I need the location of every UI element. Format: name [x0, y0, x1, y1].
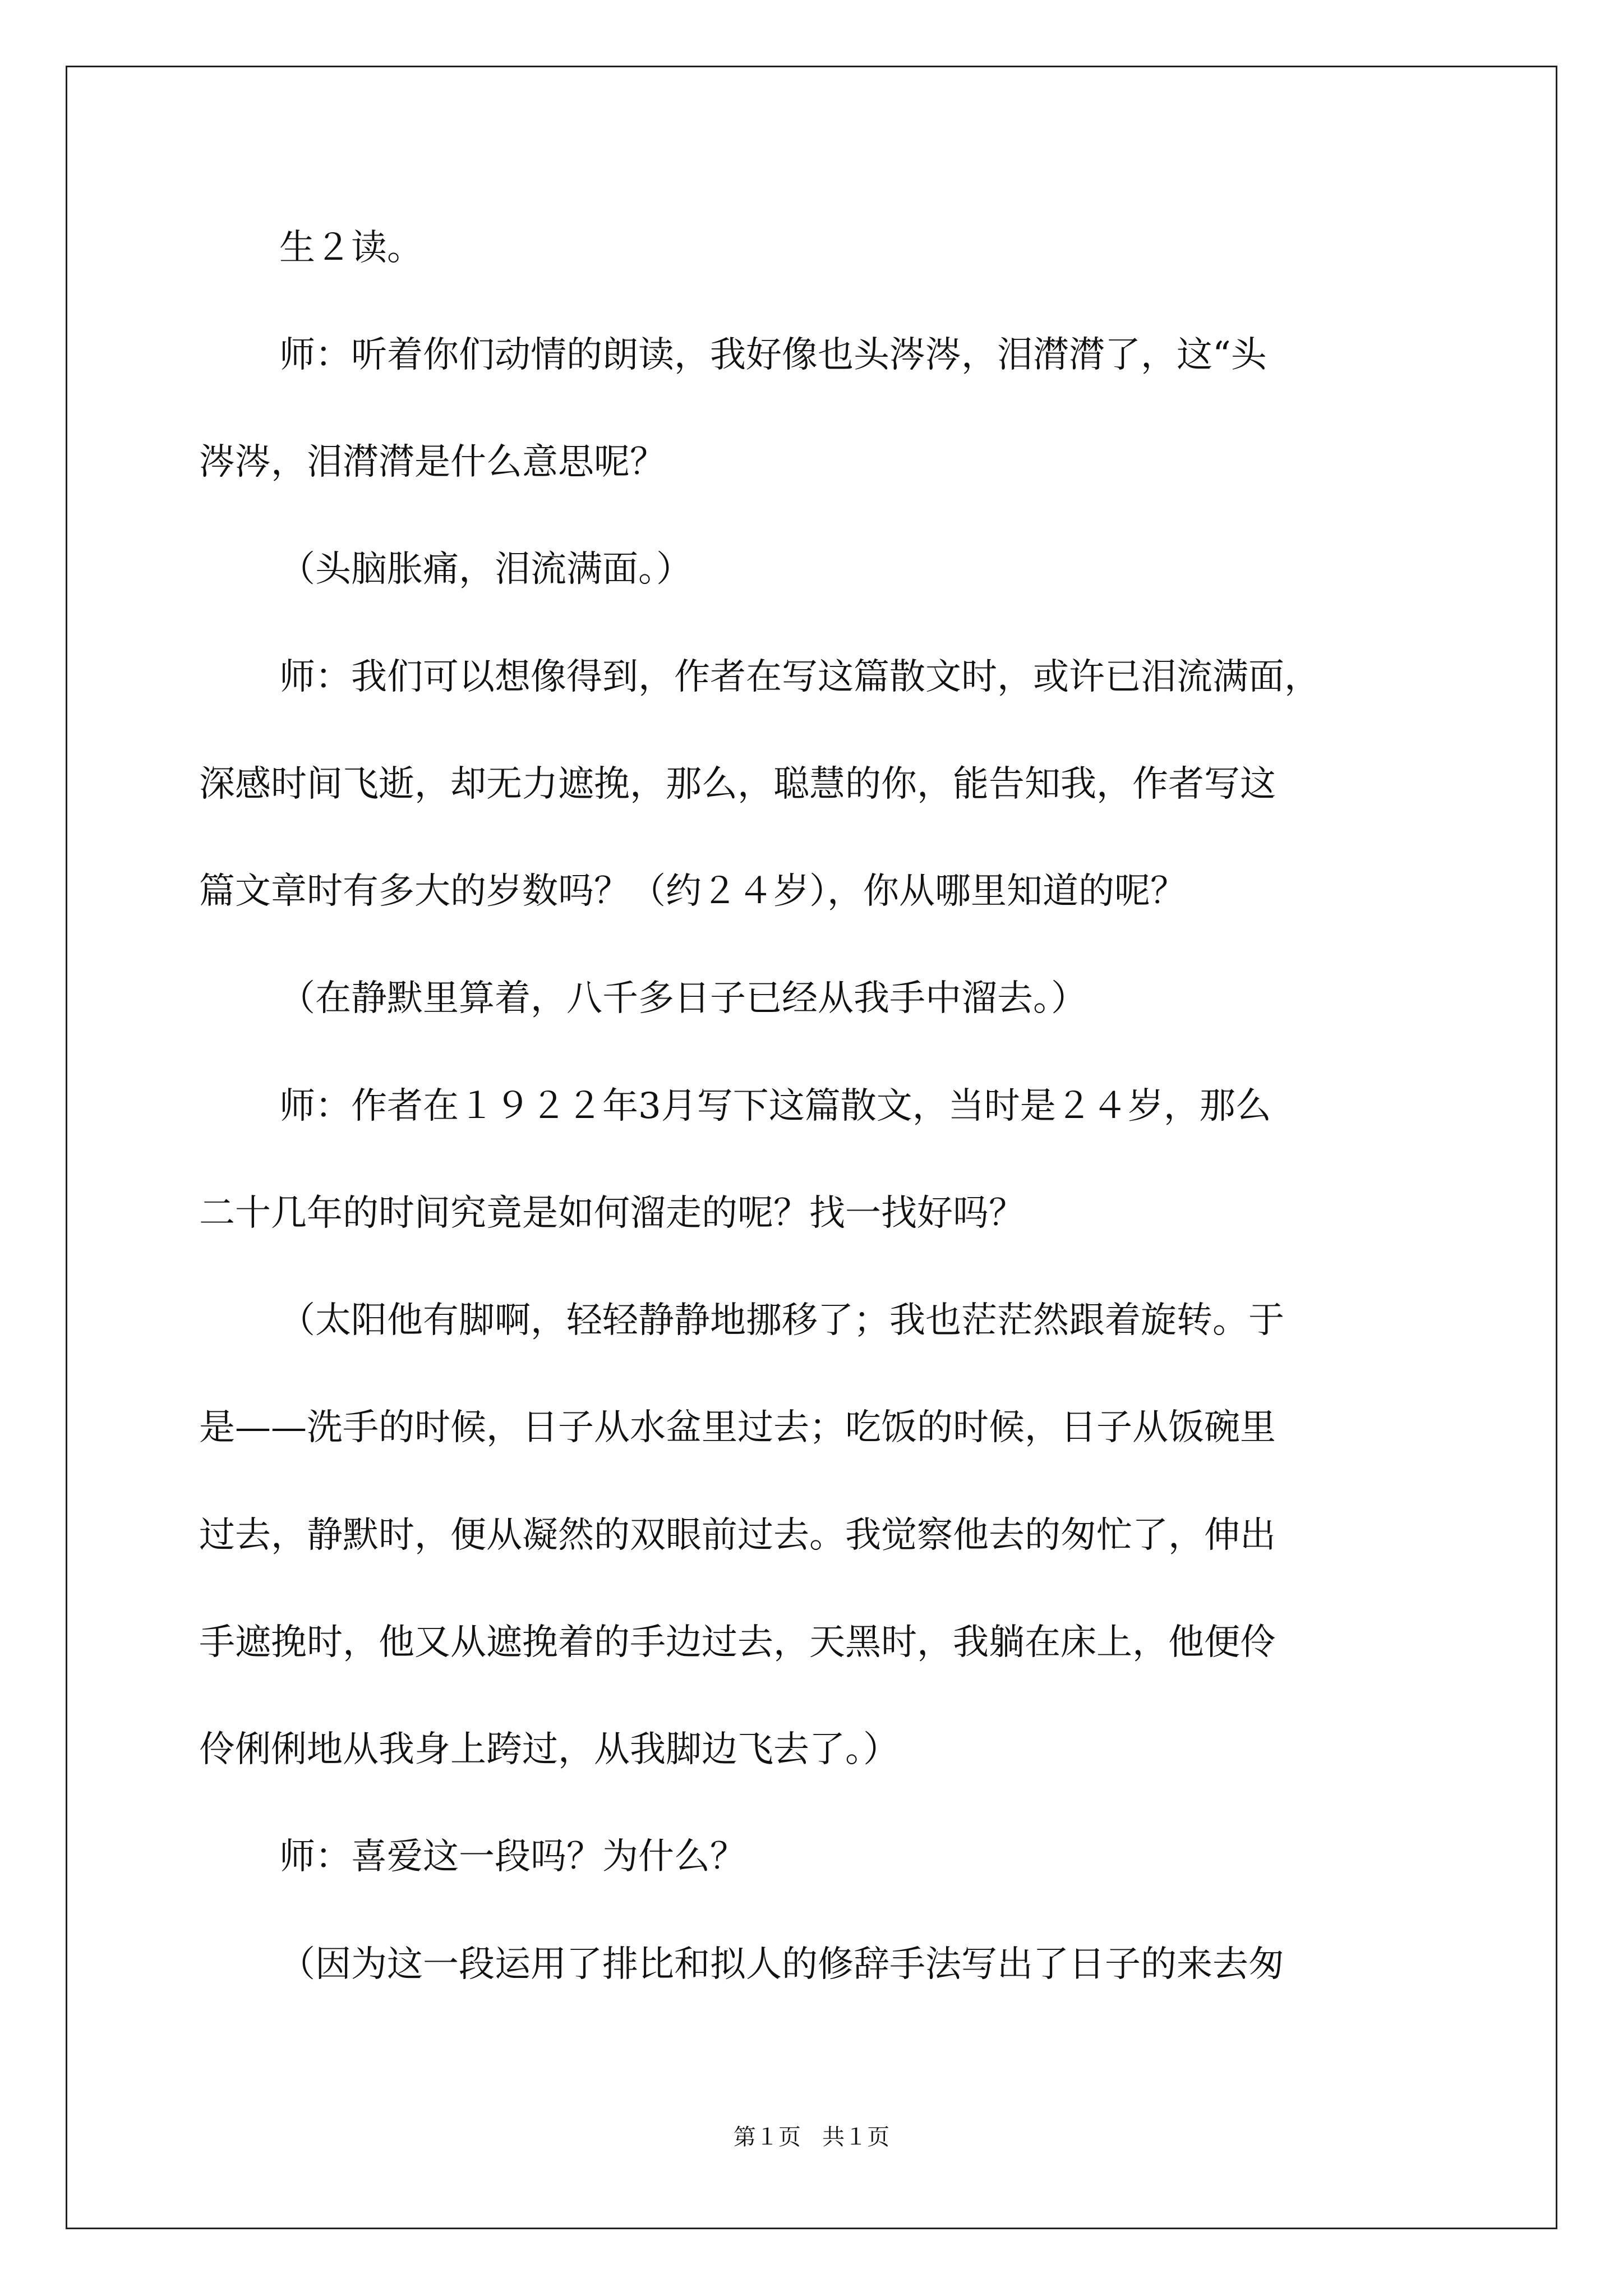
paragraph-line: （太阳他有脚啊，轻轻静静地挪移了；我也茫茫然跟着旋转。于 [279, 1300, 1284, 1341]
paragraph-line: 师：听着你们动情的朗读，我好像也头涔涔，泪潸潸了，这“头 [279, 334, 1267, 376]
page-border [66, 66, 1557, 2229]
paragraph-line: 师：作者在１９２２年3月写下这篇散文，当时是２４岁，那么 [279, 1085, 1271, 1127]
paragraph-line: 涔涔，泪潸潸是什么意思呢？ [199, 441, 666, 483]
paragraph-line: 篇文章时有多大的岁数吗？（约２４岁），你从哪里知道的呢？ [199, 871, 1186, 912]
paragraph-line: 二十几年的时间究竟是如何溜走的呢？找一找好吗？ [199, 1193, 1025, 1234]
paragraph-line: 深感时间飞逝，却无力遮挽，那么，聪慧的你，能告知我，作者写这 [199, 763, 1276, 805]
paragraph-line: 过去，静默时，便从凝然的双眼前过去。我觉察他去的匆忙了，伸出 [199, 1515, 1276, 1556]
paragraph-line: 生２读。 [279, 227, 423, 269]
paragraph-line: 伶俐俐地从我身上跨过，从我脚边飞去了。） [199, 1729, 899, 1770]
paragraph-line: 师：喜爱这一段吗？为什么？ [279, 1836, 746, 1878]
paragraph-line: （头脑胀痛，泪流满面。） [279, 549, 692, 590]
page-number: 第１页 [733, 2124, 801, 2150]
paragraph-line: 手遮挽时，他又从遮挽着的手边过去，天黑时，我躺在床上，他便伶 [199, 1622, 1276, 1663]
page-footer [0, 2126, 1623, 2148]
paragraph-line: 师：我们可以想像得到，作者在写这篇散文时，或许已泪流满面， [279, 656, 1320, 698]
paragraph-line: （在静默里算着，八千多日子已经从我手中溜去。） [279, 978, 1087, 1019]
paragraph-line: （因为这一段运用了排比和拟人的修辞手法写出了日子的来去匆 [279, 1944, 1284, 1985]
page-total: 共１页 [822, 2124, 890, 2150]
paragraph-line: 是——洗手的时候，日子从水盆里过去；吃饭的时候，日子从饭碗里 [199, 1407, 1276, 1448]
